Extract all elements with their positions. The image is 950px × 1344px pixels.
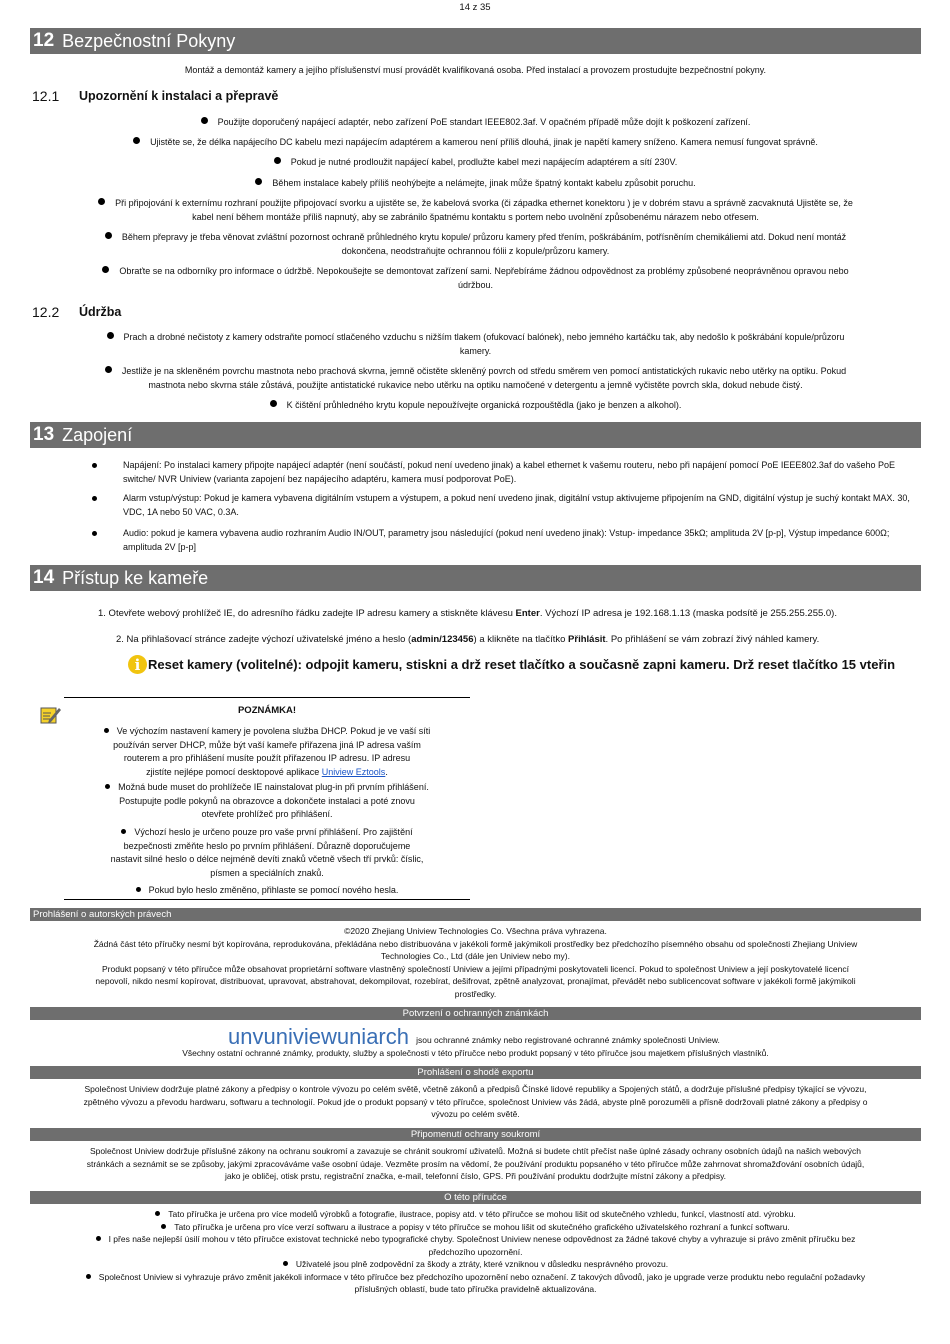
step-2: 2. Na přihlašovací stránce zadejte výchozí uživatelské jméno a heslo (admin/123456) a klikněte na tlačítko Přihlásit. Po přihlášení se vám zobrazí živý náhled kamery. xyxy=(116,634,820,645)
section-title: Zapojení xyxy=(62,424,133,445)
section-title: Bezpečnostní Pokyny xyxy=(62,30,236,51)
section-13-heading xyxy=(30,422,921,448)
list-item: Během instalace kabely příliš neohýbejte a nelámejte, jinak může špatný kontakt kabelu způsobit poruchu. xyxy=(30,177,921,191)
s12-intro: Montáž a demontáž kamery a jejího příslušenství musí provádět kvalifikovaná osoba. Před instalací a provozem prostudujte bezpečnostní pokyny. xyxy=(184,65,767,75)
bullet-icon xyxy=(274,157,281,164)
trademark-heading: Potvrzení o ochranných známkách xyxy=(30,1007,921,1020)
bullet-icon xyxy=(155,1211,160,1216)
subsection-number: 12.1 xyxy=(32,88,60,104)
bullet-icon xyxy=(92,531,97,536)
uniview-eztools-link[interactable]: Uniview Eztools xyxy=(321,766,386,777)
copyright-heading: Prohlášení o autorských právech xyxy=(30,908,921,921)
bullet-icon xyxy=(98,198,105,205)
section-12-heading xyxy=(30,28,921,54)
bullet-icon xyxy=(201,117,208,124)
bullet-icon xyxy=(96,1236,101,1241)
list-item: Pokud je nutné prodloužit napájecí kabel, prodlužte kabel mezi napájecím adaptérem a sítí 230V. xyxy=(30,156,921,170)
page-number: 14 z 35 xyxy=(459,2,491,13)
list-item: K čištění průhledného krytu kopule nepoužívejte organická rozpouštědla (jako je benzen a alkohol). xyxy=(30,399,921,413)
about-text: Tato příručka je určena pro více modelů výrobků a fotografie, ilustrace, popisy atd. v této příručce se mohou lišit od skutečného vzhledu, funkcí, vlastností atd. výrobku. Tato příručka je určena pro více verzí softwaru a ilustrace a popisy v této příručce se mohou lišit od skutečného grafického uživatelského rozhraní a funkcí softwaru. I přes naše nejlepší úsilí mohou v této příručce existovat technické nebo typografické chyby. Společnost Uniview nenese odpovědnost za žádné takové chyby a vyhrazuje si právo změnit příručku bez předchozího upozornění. Uživatelé jsou plně zodpovědní za škody a ztráty, které vzniknou v důsledku nesprávného provozu. Společnost Uniview si vyhrazuje právo změnit jakékoli informace v této příručce bez předchozího upozornění nebo označení. Z takových důvodů, jako je upgrade verze produktu nebo regulační požadavky příslušných oblastí, bude tato příručka pravidelně aktualizována. xyxy=(30,1208,921,1296)
note-title: POZNÁMKA! xyxy=(237,705,297,716)
subsection-12-2 xyxy=(32,304,121,320)
bullet-icon xyxy=(105,366,112,373)
bullet-icon xyxy=(105,232,112,239)
section-number: 14 xyxy=(33,567,55,588)
about-heading: O této příručce xyxy=(30,1191,921,1204)
subsection-title: Upozornění k instalaci a přepravě xyxy=(79,89,279,103)
section-number: 13 xyxy=(33,424,55,445)
svg-text:unvuniviewuniarch: unvuniviewuniarch xyxy=(228,1025,409,1049)
copyright-text: ©2020 Zhejiang Uniview Technologies Co. Všechna práva vyhrazena. Žádná část této příručky nesmí být kopírována, reprodukována, překládána nebo distribuována v jakékoli formě jakýmikoli prostředky bez předchozího písemného obsahu od společnosti Zhejiang Uniview Technologies Co., Ltd (dále jen Uniview nebo my). Produkt popsaný v této příručce může obsahovat proprietární software vlastněný společností Uniview a jejími případnými poskytovateli licencí. Pokud to společnost Uniview a její poskytovatelé licencí nepovolí, nikdo nesmí kopírovat, distribuovat, upravovat, abstrahovat, dekompilovat, rozebírat, dešifrovat, zpětně analyzovat, pronajímat, převádět nebo sublicencovat software v jakékoli formě jakýmikoli prostředky. xyxy=(93,926,858,999)
list-item: Jestliže je na skleněném povrchu mastnota nebo prachová skvrna, jemně očistěte skleněný povrch od středu směrem ven pomocí antistatických rukavic nebo utěrky na optiku. Pokud mastnota nebo skvrna stále zůstává, použijte antistatické rukavice nebo utěrku na optiku namočené v detergentu a jemně vyčistěte povrch skla, dokud nebude čistý. xyxy=(30,365,921,392)
bullet-icon xyxy=(92,496,97,501)
bullet-icon xyxy=(105,784,110,789)
bullet-icon xyxy=(104,728,109,733)
list-item: Výchozí heslo je určeno pouze pro vaše první přihlášení. Pro zajištění bezpečnosti změňte heslo po prvním přihlášení. Důrazně doporučujeme nastavit silné heslo o délce nejméně devíti znaků včetně všech tří prvků: číslic, písmen a speciálních znaků. xyxy=(110,827,424,878)
section-14-heading xyxy=(30,565,921,591)
note-pencil-icon xyxy=(40,705,62,725)
export-heading: Prohlášení o shodě exportu xyxy=(30,1066,921,1079)
list-item: Ujistěte se, že délka napájecího DC kabelu mezi napájecím adaptérem a kamerou není příliš dlouhá, jinak je napětí kamery sníženo. Kamera nemusí fungovat správně. xyxy=(30,136,921,150)
list-item: Napájení: Po instalaci kamery připojte napájecí adaptér (není součástí, pokud není uvedeno jinak) a kabel ethernet k vašemu routeru, nebo při napájení pomocí PoE IEEE802.3af do vašeho PoE switche/ NVR Uniview (varianta zapojení bez napájecího adaptéru, kamera musí podporovat PoE). xyxy=(92,459,920,486)
bullet-icon xyxy=(133,137,140,144)
reset-note xyxy=(128,655,895,674)
list-item: Ve výchozím nastavení kamery je povolena služba DHCP. Pokud je ve vaší síti používán server DHCP, může být vaší kameře přiřazena jiná IP adresa vaším routerem a pro přihlášení musíte použít přiřazenou IP adresu. IP adresu zjistíte nejlépe pomocí desktopové aplikace Uniview Eztools. xyxy=(64,725,470,779)
section-title: Přístup ke kameře xyxy=(62,567,209,588)
bullet-icon xyxy=(121,829,126,834)
step-1: 1. Otevřete webový prohlížeč IE, do adresního řádku zadejte IP adresu kamery a stiskněte klávesu Enter. Výchozí IP adresa je 192.168.1.13 (maska podsítě je 255.255.255.0). xyxy=(98,608,837,619)
info-icon: i xyxy=(128,655,147,674)
bullet-icon xyxy=(107,332,114,339)
subsection-title: Údržba xyxy=(79,305,122,319)
bullet-icon xyxy=(270,400,277,407)
list-item: Při připojování k externímu rozhraní použijte připojovací svorku a ujistěte se, že kabelová svorka (či západka ethernet konektoru ) je v dobrém stavu a správně zacvaknutá Ujistěte se, že kabel není během montáže příliš napnutý, aby se zabránilo špatnému kontaktu s portem nebo uvolnění způsobenému nárazem nebo otřesem. xyxy=(30,197,921,224)
list-item: Možná bude muset do prohlížeče IE nainstalovat plug-in při prvním přihlášení. Postupujte podle pokynů na obrazovce a dokončete instalaci a poté znovu otevřete prohlížeč pro přihlášení. xyxy=(64,781,470,822)
trademark-text: jsou ochranné známky nebo registrované ochranné známky společnosti Uniview. Všechny ostatní ochranné známky, produkty, služby a společnosti v této příručce nebo produkt popsaný v této příručce jsou majetkem příslušných vlastníků. xyxy=(182,1035,769,1058)
bullet-icon xyxy=(283,1261,288,1266)
subsection-12-1 xyxy=(32,88,278,104)
list-item: Audio: pokud je kamera vybavena audio rozhraním Audio IN/OUT, parametry jsou následující (pokud není uvedeno jinak): Vstup- impedance 35kΩ; amplituda 2V [p-p], Výstup impedance 600Ω; amplituda 2V [p-p] xyxy=(92,527,920,554)
section-number: 12 xyxy=(33,30,55,51)
bullet-icon xyxy=(255,178,262,185)
privacy-text: Společnost Uniview dodržuje příslušné zákony na ochranu soukromí a zavazuje se chránit soukromí uživatelů. Možná si budete chtít přečíst naše úplné zásady ochrany osobních údajů na našich webových stránkách a seznámit se se způsoby, jakými zpracováváme vaše osobní údaje. Vezměte prosím na vědomí, že používání produktu popsaného v této příručce může zahrnovat shromažďování osobních údajů, jako je obličej, otisk prstu, registrační značka, e-mail, telefonní číslo, GPS. Při používání produktu dodržujte místní zákony a předpisy. xyxy=(86,1146,865,1181)
reset-text: Reset kamery (volitelné): odpojit kameru, stiskni a drž reset tlačítko a současně zapni kameru. Drž reset tlačítko 15 vteřin xyxy=(148,657,896,672)
privacy-heading: Připomenutí ochrany soukromí xyxy=(30,1128,921,1141)
list-item: Obraťte se na odborníky pro informace o údržbě. Nepokoušejte se demontovat zařízení sami. Nepřebíráme žádnou odpovědnost za problémy způsobené neoprávněnou opravou nebo údržbou. xyxy=(30,265,921,292)
list-item: Použijte doporučený napájecí adaptér, nebo zařízení PoE standart IEEE802.3af. V opačném případě může dojít k poškození zařízení. xyxy=(30,116,921,130)
bullet-icon xyxy=(102,266,109,273)
list-item: Během přepravy je třeba věnovat zvláštní pozornost ochraně průhledného krytu kopule/ průzoru kamery před třením, poškrábáním, potřísněním chemikáliemi atd. Dokud není montáž dokončena, neodstraňujte ochrannou fólii z kopule/průzoru kamery. xyxy=(30,231,921,258)
bullet-icon xyxy=(161,1224,166,1229)
subsection-number: 12.2 xyxy=(32,304,60,320)
bullet-icon xyxy=(136,887,141,892)
bullet-icon xyxy=(92,463,97,468)
list-item: Alarm vstup/výstup: Pokud je kamera vybavena digitálním vstupem a výstupem, a pokud není uvedeno jinak, digitální vstup aktivujeme připojením na GND, digitální výstup je suchý kontakt MAX. 30, VDC, 1A nebo 50 VAC, 0.3A. xyxy=(92,492,920,519)
list-item: Pokud bylo heslo změněno, přihlaste se pomocí nového hesla. xyxy=(64,884,470,898)
list-item: Prach a drobné nečistoty z kamery odstraňte pomocí stlačeného vzduchu s nižším tlakem (ofukovací balónek), nebo jemného kartáčku tak, aby nedošlo k poškrábání kopule/průzoru kamery. xyxy=(30,331,921,358)
bullet-icon xyxy=(86,1274,91,1279)
export-text: Společnost Uniview dodržuje platné zákony a předpisy o kontrole vývozu po celém světě, včetně zákonů a předpisů Čínské lidové republiky a Spojených států, a dodržuje příslušné předpisy týkající se vývozu, zpětného vývozu a převodu hardwaru, softwaru a technologií. Pokud jde o produkt popsaný v této příručce, společnost Uniview vás žádá, abyste plně porozuměli a přísně dodržovali platné zákony a předpisy o vývozu po celém světě. xyxy=(83,1084,868,1119)
